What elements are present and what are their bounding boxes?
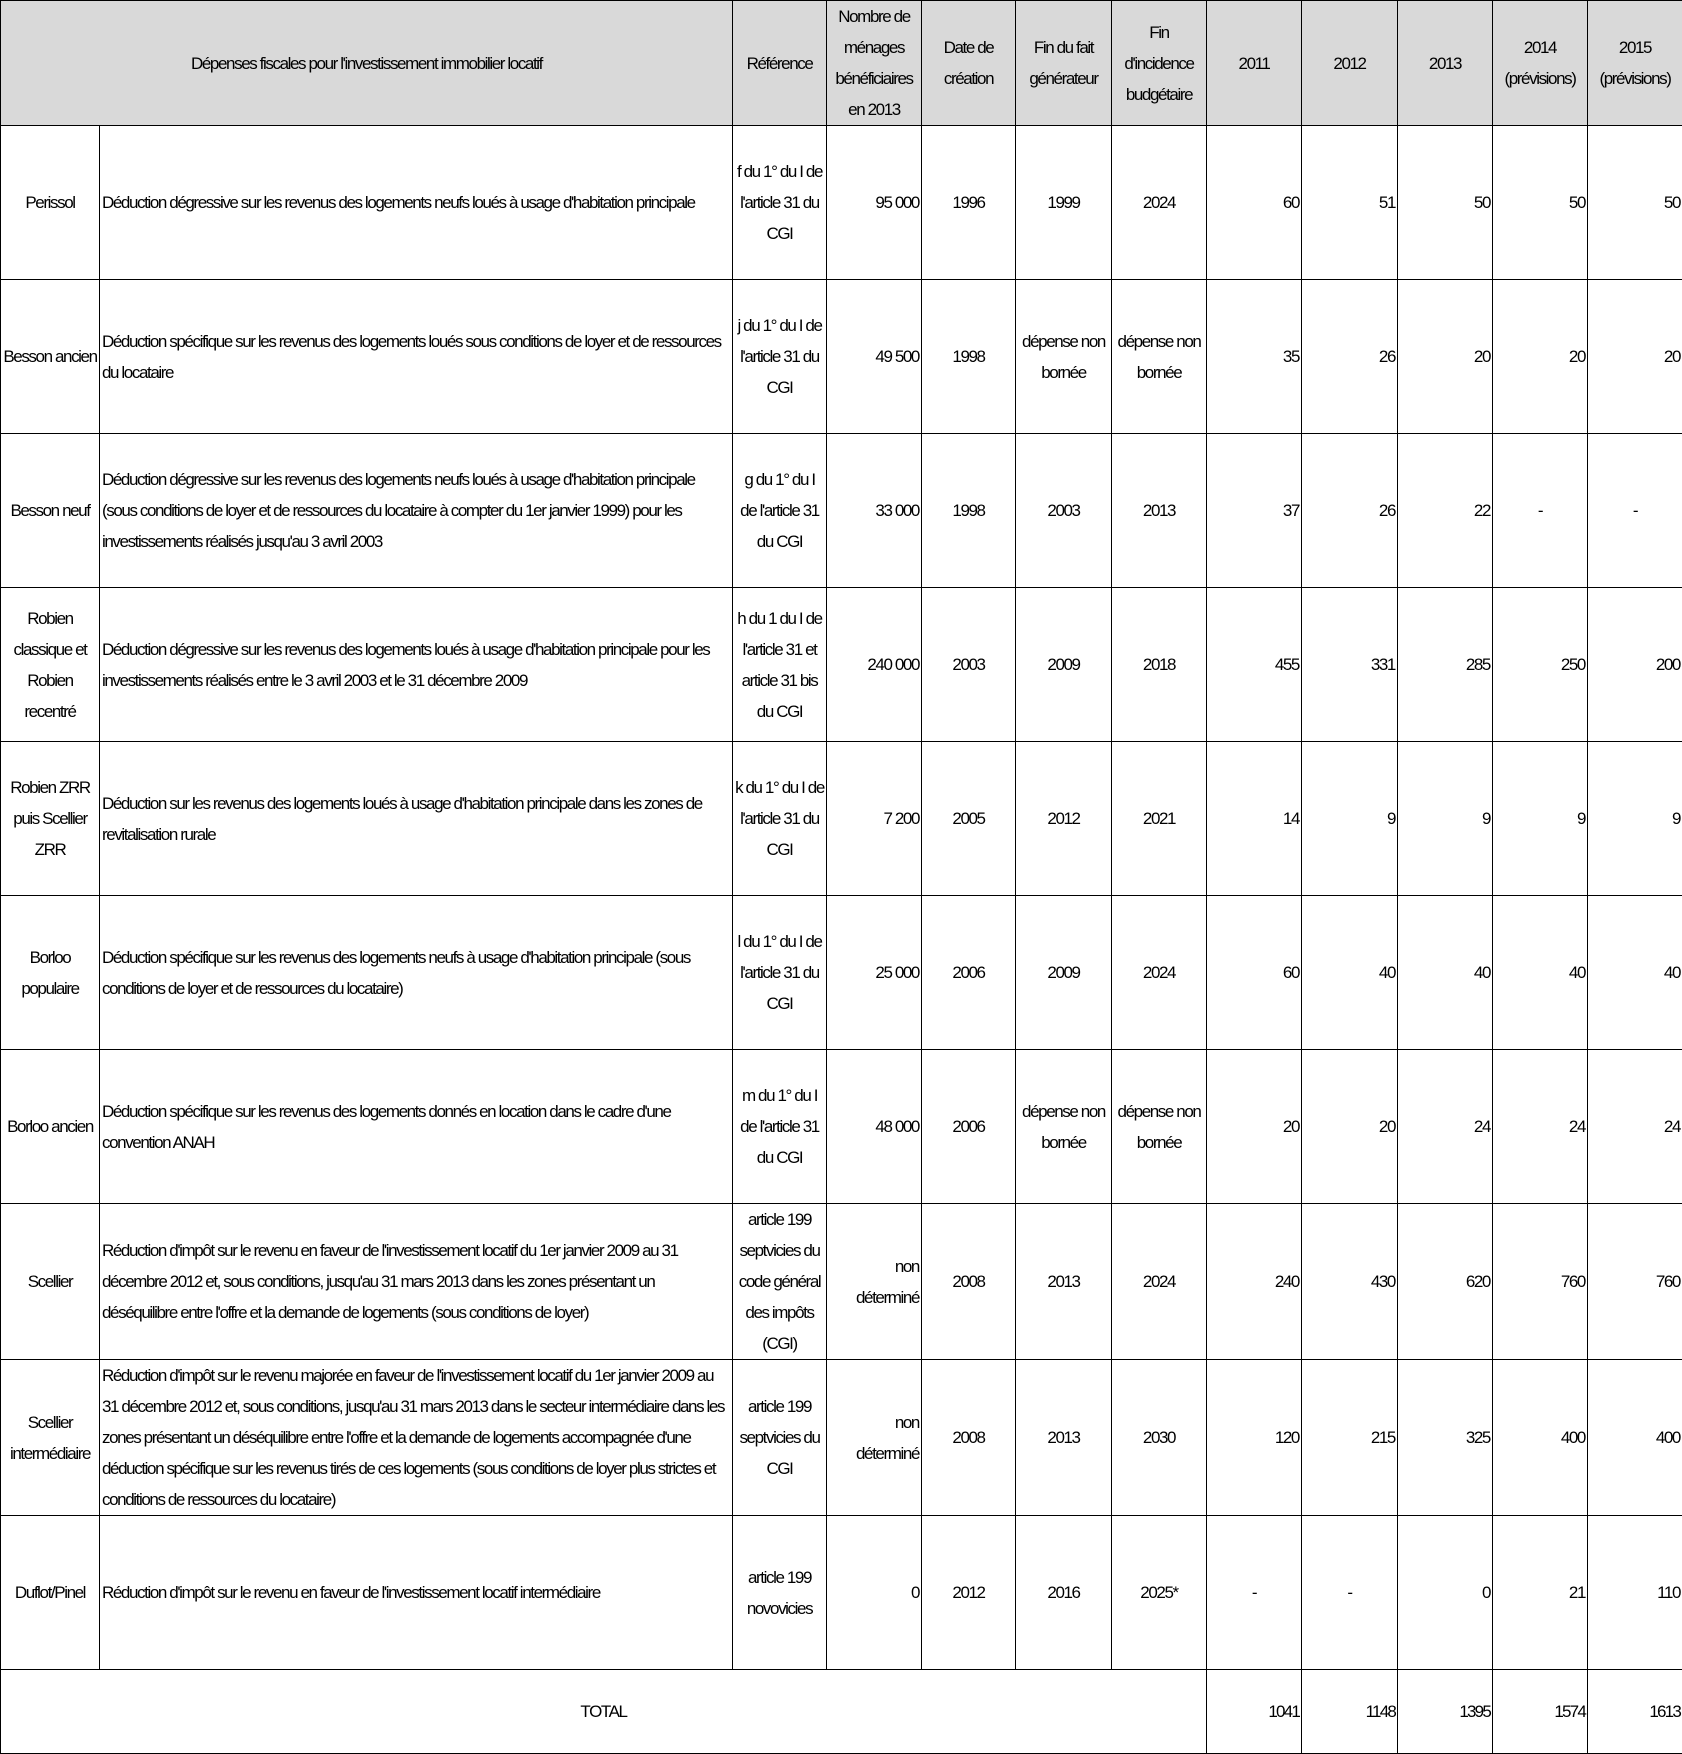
value-2012: 26: [1302, 434, 1398, 588]
scheme-description: Réduction d'impôt sur le revenu en faveur de l'investissement locatif intermédiaire: [100, 1516, 733, 1670]
scheme-name: Besson neuf: [1, 434, 100, 588]
end-trigger: dépense non bornée: [1016, 1050, 1112, 1204]
header-row: [1, 1, 1682, 126]
end-budget: 2025*: [1112, 1516, 1207, 1670]
value-2011: 240: [1207, 1204, 1302, 1360]
scheme-description: Réduction d'impôt sur le revenu majorée en faveur de l'investissement locatif du 1er janvier 2009 au 31 décembre 2012 et, sous conditions, jusqu'au 31 mars 2013 dans le secteur intermédiaire dans les zones présentant un déséquilibre entre l'offre et la demande de logements accompagnée d'une déduction spécifique sur les revenus tirés de ces logements (sous conditions de loyer plus strictes et conditions de ressources du locataire): [100, 1360, 733, 1516]
scheme-name: Scellier: [1, 1204, 100, 1360]
header-end-budget: Fin d'incidence budgétaire: [1112, 1, 1207, 126]
header-year-2012: 2012: [1302, 1, 1398, 126]
households-count: 7 200: [827, 742, 922, 896]
households-count: 48 000: [827, 1050, 922, 1204]
value-2014: 250: [1493, 588, 1588, 742]
value-2015: -: [1588, 434, 1682, 588]
header-reference: Référence: [733, 1, 827, 126]
value-2013: 40: [1398, 896, 1493, 1050]
header-households: Nombre de ménages bénéficiaires en 2013: [827, 1, 922, 126]
value-2011: 37: [1207, 434, 1302, 588]
households-count: 49 500: [827, 280, 922, 434]
value-2011: 60: [1207, 896, 1302, 1050]
value-2011: -: [1207, 1516, 1302, 1670]
end-budget: 2024: [1112, 126, 1207, 280]
value-2015: 50: [1588, 126, 1682, 280]
value-2014: 24: [1493, 1050, 1588, 1204]
creation-date: 2008: [922, 1204, 1016, 1360]
value-2015: 40: [1588, 896, 1682, 1050]
value-2012: 9: [1302, 742, 1398, 896]
value-2014: 21: [1493, 1516, 1588, 1670]
end-trigger: 2003: [1016, 434, 1112, 588]
scheme-name: Robien ZRR puis Scellier ZRR: [1, 742, 100, 896]
end-budget: 2018: [1112, 588, 1207, 742]
value-2015: 110: [1588, 1516, 1682, 1670]
creation-date: 1996: [922, 126, 1016, 280]
table-row: [1, 1204, 1682, 1360]
value-2014: 400: [1493, 1360, 1588, 1516]
creation-date: 2003: [922, 588, 1016, 742]
end-budget: 2024: [1112, 896, 1207, 1050]
end-budget: dépense non bornée: [1112, 280, 1207, 434]
households-count: 0: [827, 1516, 922, 1670]
value-2015: 24: [1588, 1050, 1682, 1204]
header-year-2011: 2011: [1207, 1, 1302, 126]
value-2012: 26: [1302, 280, 1398, 434]
creation-date: 1998: [922, 434, 1016, 588]
value-2015: 400: [1588, 1360, 1682, 1516]
total-label: TOTAL: [1, 1670, 1207, 1754]
scheme-name: Perissol: [1, 126, 100, 280]
value-2013: 22: [1398, 434, 1493, 588]
total-2012: 1148: [1302, 1670, 1398, 1754]
value-2014: 40: [1493, 896, 1588, 1050]
scheme-description: Déduction dégressive sur les revenus des logements neufs loués à usage d'habitation principale: [100, 126, 733, 280]
scheme-reference: article 199 septvicies du CGI: [733, 1360, 827, 1516]
scheme-reference: article 199 septvicies du code général des impôts (CGI): [733, 1204, 827, 1360]
end-budget: 2021: [1112, 742, 1207, 896]
scheme-description: Déduction dégressive sur les revenus des logements neufs loués à usage d'habitation principale (sous conditions de loyer et de ressources du locataire à compter du 1er janvier 1999) pour les investissements réalisés jusqu'au 3 avril 2003: [100, 434, 733, 588]
value-2013: 0: [1398, 1516, 1493, 1670]
table-row: [1, 896, 1682, 1050]
value-2011: 35: [1207, 280, 1302, 434]
end-trigger: 2013: [1016, 1204, 1112, 1360]
header-end-trigger: Fin du fait générateur: [1016, 1, 1112, 126]
header-year-2013: 2013: [1398, 1, 1493, 126]
value-2014: 20: [1493, 280, 1588, 434]
header-description: Dépenses fiscales pour l'investissement immobilier locatif: [1, 1, 733, 126]
value-2015: 760: [1588, 1204, 1682, 1360]
households-count: 33 000: [827, 434, 922, 588]
scheme-description: Déduction dégressive sur les revenus des logements loués à usage d'habitation principale pour les investissements réalisés entre le 3 avril 2003 et le 31 décembre 2009: [100, 588, 733, 742]
value-2015: 20: [1588, 280, 1682, 434]
table-row: [1, 280, 1682, 434]
value-2012: 331: [1302, 588, 1398, 742]
scheme-description: Réduction d'impôt sur le revenu en faveur de l'investissement locatif du 1er janvier 2009 au 31 décembre 2012 et, sous conditions, jusqu'au 31 mars 2013 dans les zones présentant un déséquilibre entre l'offre et la demande de logements (sous conditions de loyer): [100, 1204, 733, 1360]
value-2011: 455: [1207, 588, 1302, 742]
table-row: [1, 1360, 1682, 1516]
households-count: non déterminé: [827, 1204, 922, 1360]
end-trigger: 2012: [1016, 742, 1112, 896]
creation-date: 1998: [922, 280, 1016, 434]
scheme-name: Robien classique et Robien recentré: [1, 588, 100, 742]
total-2014: 1574: [1493, 1670, 1588, 1754]
value-2013: 285: [1398, 588, 1493, 742]
scheme-reference: g du 1° du I de l'article 31 du CGI: [733, 434, 827, 588]
end-budget: 2024: [1112, 1204, 1207, 1360]
total-row: [1, 1670, 1682, 1754]
scheme-name: Borloo ancien: [1, 1050, 100, 1204]
creation-date: 2008: [922, 1360, 1016, 1516]
scheme-description: Déduction spécifique sur les revenus des logements loués sous conditions de loyer et de ressources du locataire: [100, 280, 733, 434]
table-row: [1, 588, 1682, 742]
end-budget: 2013: [1112, 434, 1207, 588]
scheme-name: Duflot/Pinel: [1, 1516, 100, 1670]
creation-date: 2005: [922, 742, 1016, 896]
scheme-reference: f du 1° du I de l'article 31 du CGI: [733, 126, 827, 280]
households-count: 240 000: [827, 588, 922, 742]
value-2011: 60: [1207, 126, 1302, 280]
scheme-reference: m du 1° du I de l'article 31 du CGI: [733, 1050, 827, 1204]
value-2015: 200: [1588, 588, 1682, 742]
value-2014: 50: [1493, 126, 1588, 280]
table-row: [1, 126, 1682, 280]
header-year-2015: 2015 (prévisions): [1588, 1, 1682, 126]
end-trigger: 2009: [1016, 588, 1112, 742]
end-trigger: 2009: [1016, 896, 1112, 1050]
scheme-reference: j du 1° du I de l'article 31 du CGI: [733, 280, 827, 434]
households-count: non déterminé: [827, 1360, 922, 1516]
value-2013: 24: [1398, 1050, 1493, 1204]
value-2012: 51: [1302, 126, 1398, 280]
value-2013: 325: [1398, 1360, 1493, 1516]
end-budget: 2030: [1112, 1360, 1207, 1516]
header-creation-date: Date de création: [922, 1, 1016, 126]
scheme-reference: h du 1 du I de l'article 31 et article 31 bis du CGI: [733, 588, 827, 742]
table-row: [1, 1516, 1682, 1670]
header-year-2014: 2014 (prévisions): [1493, 1, 1588, 126]
value-2012: 215: [1302, 1360, 1398, 1516]
value-2014: 9: [1493, 742, 1588, 896]
table-row: [1, 742, 1682, 896]
scheme-reference: article 199 novovicies: [733, 1516, 827, 1670]
creation-date: 2012: [922, 1516, 1016, 1670]
table-row: [1, 434, 1682, 588]
scheme-reference: l du 1° du I de l'article 31 du CGI: [733, 896, 827, 1050]
creation-date: 2006: [922, 896, 1016, 1050]
total-2011: 1041: [1207, 1670, 1302, 1754]
creation-date: 2006: [922, 1050, 1016, 1204]
total-2013: 1395: [1398, 1670, 1493, 1754]
value-2011: 20: [1207, 1050, 1302, 1204]
value-2015: 9: [1588, 742, 1682, 896]
scheme-name: Borloo populaire: [1, 896, 100, 1050]
end-trigger: dépense non bornée: [1016, 280, 1112, 434]
scheme-description: Déduction spécifique sur les revenus des logements donnés en location dans le cadre d'une convention ANAH: [100, 1050, 733, 1204]
value-2011: 120: [1207, 1360, 1302, 1516]
end-trigger: 2013: [1016, 1360, 1112, 1516]
table-row: [1, 1050, 1682, 1204]
value-2012: 40: [1302, 896, 1398, 1050]
value-2013: 20: [1398, 280, 1493, 434]
total-2015: 1613: [1588, 1670, 1682, 1754]
end-trigger: 1999: [1016, 126, 1112, 280]
value-2014: 760: [1493, 1204, 1588, 1360]
value-2012: 430: [1302, 1204, 1398, 1360]
scheme-description: Déduction spécifique sur les revenus des logements neufs à usage d'habitation principale (sous conditions de loyer et de ressources du locataire): [100, 896, 733, 1050]
households-count: 25 000: [827, 896, 922, 1050]
end-budget: dépense non bornée: [1112, 1050, 1207, 1204]
scheme-name: Scellier intermédiaire: [1, 1360, 100, 1516]
value-2014: -: [1493, 434, 1588, 588]
value-2013: 620: [1398, 1204, 1493, 1360]
end-trigger: 2016: [1016, 1516, 1112, 1670]
scheme-description: Déduction sur les revenus des logements loués à usage d'habitation principale dans les zones de revitalisation rurale: [100, 742, 733, 896]
value-2013: 9: [1398, 742, 1493, 896]
value-2011: 14: [1207, 742, 1302, 896]
value-2013: 50: [1398, 126, 1493, 280]
value-2012: 20: [1302, 1050, 1398, 1204]
value-2012: -: [1302, 1516, 1398, 1670]
scheme-name: Besson ancien: [1, 280, 100, 434]
households-count: 95 000: [827, 126, 922, 280]
scheme-reference: k du 1° du I de l'article 31 du CGI: [733, 742, 827, 896]
